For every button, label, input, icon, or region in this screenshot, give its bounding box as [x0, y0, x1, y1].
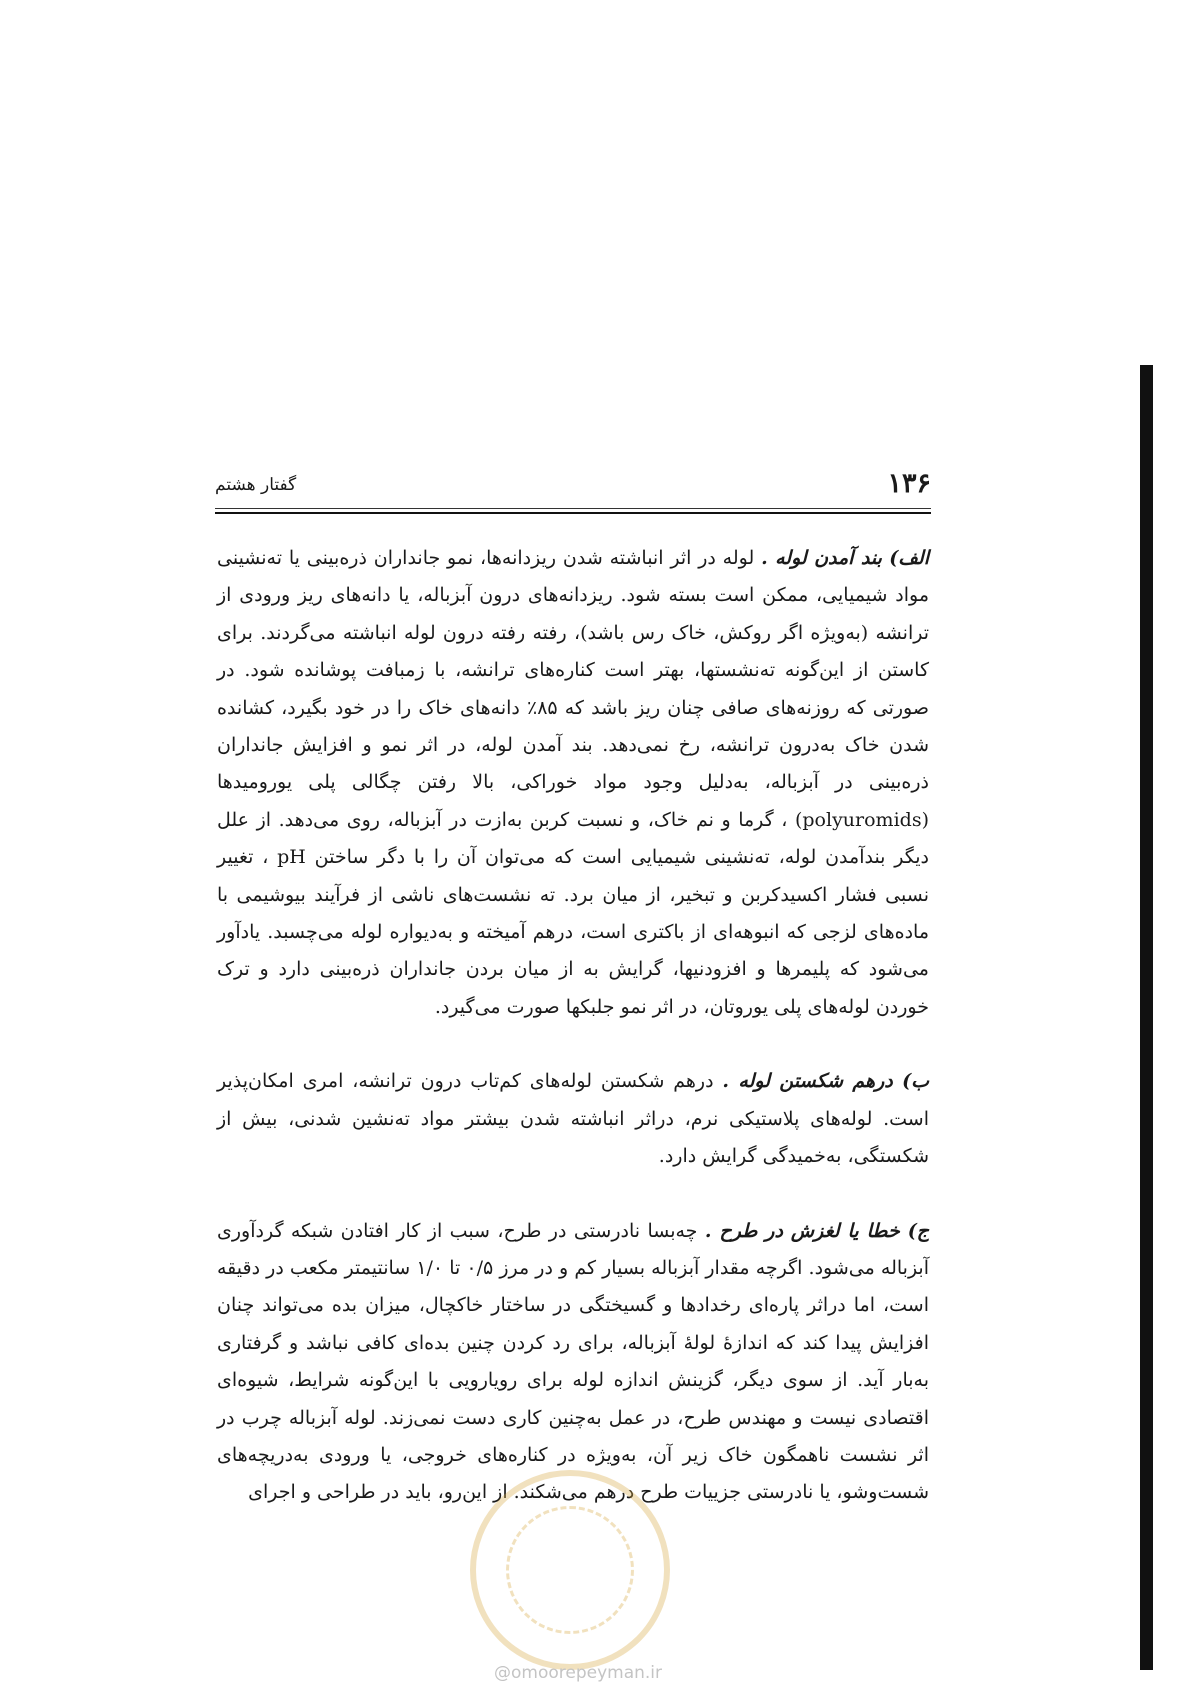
paragraph-heading: الف) بند آمدن لوله .: [761, 547, 929, 569]
watermark-seal-inner: [506, 1506, 634, 1634]
body-text: [217, 540, 929, 1549]
page-header: [215, 468, 931, 508]
paragraph-heading: ب) درهم شکستن لوله .: [722, 1070, 929, 1093]
paragraph-text: لوله در اثر انباشته شدن ریزدانه‌ها، نمو جانداران ذره‌بینی یا ته‌نشینی مواد شیمیایی، ممکن است بسته شود. ریزدانه‌های درون آبزباله، یا دانه‌های ریز ورودی از ترانشه (به‌ویژه اگر روکش، خاک رس باشد)، رفته رفته درون لوله انباشته می‌گردند. برای کاستن از این‌گونه ته‌نشستها، بهتر است کناره‌های ترانشه، با زمبافت پوشانده شود. در صورتی که روزنه‌های صافی چنان ریز باشد که ۸۵٪ دانه‌های خاک را در خود بگیرد، کشانده شدن خاک به‌درون ترانشه، رخ نمی‌دهد. بند آمدن لوله، در اثر نمو و افزایش جانداران ذره‌بینی در آبزباله، به‌دلیل وجود مواد خوراکی، بالا رفتن چگالی پلی یورومیدها (polyuromids) ، گرما و نم خاک، و نسبت کربن به‌ازت در آبزباله، روی می‌دهد. از علل دیگر بندآمدن لوله، ته‌نشینی شیمیایی است که می‌توان آن را با دگر ساختن pH ، تغییر نسبی فشار اکسیدکربن و تبخیر، از میان برد. ته نشست‌های ناشی از فرآیند بیوشیمی با ماده‌های لزجی که انبوهه‌ای از باکتری است، درهم آمیخته و به‌دیواره لوله می‌چسبد. یادآور می‌شود که پلیمرها و افزودنیها، گرایش به از میان بردن جانداران ذره‌بینی دارد و ترک خوردن لوله‌های پلی یوروتان، در اثر نمو جلبکها صورت می‌گیرد.: [217, 547, 930, 1018]
paragraph-text: چه‌بسا نادرستی در طرح، سبب از کار افتادن شبکه گردآوری آبزباله می‌شود. اگرچه مقدار آبزباله بسیار کم و در مرز ۰/۵ تا ۱/۰ سانتیمتر مکعب در دقیقه است، اما دراثر پاره‌ای رخدادها و گسیختگی در ساختار خاکچال، میزان بده می‌تواند چنان افزایش پیدا کند که اندازهٔ لولهٔ آبزباله، برای رد کردن چنین بده‌ای کافی نباشد و گرفتاری به‌بار آید. از سوی دیگر، گزینش اندازه لوله برای رویارویی با این‌گونه شرایط، شیوه‌ای اقتصادی نیست و مهندس طرح، در عمل به‌چنین کاری دست نمی‌زند. لوله آبزباله چرب در اثر نشست ناهمگون خاک زیر آن، به‌ویژه در کناره‌های خروجی، یا ورودی به‌دریچه‌های شست‌وشو، یا نادرستی جزییات طرح درهم می‌شکند. از این‌رو، باید در طراحی و اجرای: [217, 1219, 929, 1504]
header-rule-thick: [215, 512, 931, 514]
paragraph-pipe-clogging: [217, 540, 929, 1026]
page-number: ۱۳۶: [887, 468, 931, 499]
paragraph-text: درهم شکستن لوله‌های کم‌تاب درون ترانشه، امری امکان‌پذیر است. لوله‌های پلاستیکی نرم، دراثر انباشته شدن بیشتر مواد ته‌نشین شدنی، بیش از شکستگی، به‌خمیدگی گرایش دارد.: [217, 1070, 929, 1168]
paragraph-heading: ج) خطا یا لغزش در طرح .: [704, 1219, 929, 1242]
paragraph-design-error: [217, 1213, 929, 1512]
watermark-seal: [470, 1470, 670, 1670]
header-rule-thin: [215, 508, 931, 509]
chapter-title: گفتار هشتم: [215, 475, 297, 495]
paragraph-pipe-crushing: [217, 1063, 929, 1175]
scan-edge-bar: [1140, 365, 1153, 1670]
watermark-url: @omoorepeyman.ir: [494, 1663, 663, 1683]
